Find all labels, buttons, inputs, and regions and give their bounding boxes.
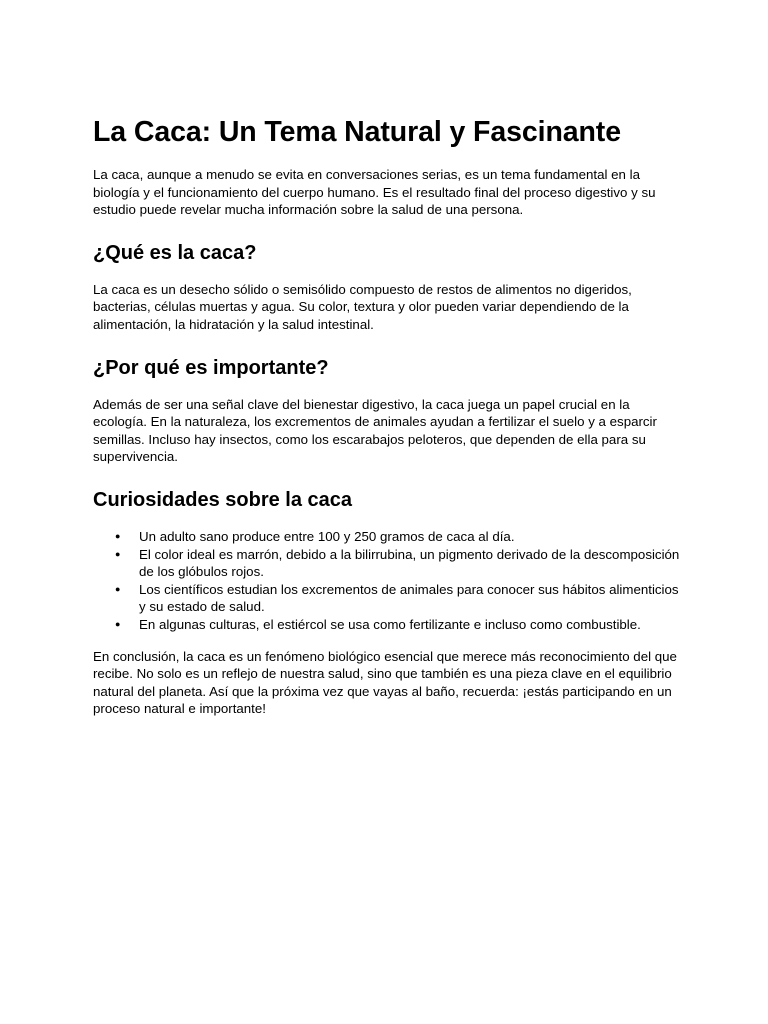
intro-paragraph: La caca, aunque a menudo se evita en conversaciones serias, es un tema fundamental en la biología y el funcionamiento del cuerpo humano. Es el resultado final del proceso digestivo y su estudio puede revelar mucha información sobre la salud de una persona. (93, 167, 656, 218)
curiosities-list (93, 528, 683, 634)
list-item: ● En algunas culturas, el estiércol se usa como fertilizante e incluso como combustible. (93, 616, 683, 634)
section-body-why-important: Además de ser una señal clave del bienestar digestivo, la caca juega un papel crucial en la ecología. En la naturaleza, los excrementos de animales ayudan a fertilizar el suelo y a esparcir semillas. Incluso hay insectos, como los escarabajos peloteros, que dependen de ella para su supervivencia. (93, 396, 657, 465)
list-item: ● Los científicos estudian los excrementos de animales para conocer sus hábitos alimenticios y su estado de salud. (93, 581, 683, 616)
list-item: ● El color ideal es marrón, debido a la bilirrubina, un pigmento derivado de la descomposición de los glóbulos rojos. (93, 546, 683, 581)
section-heading-why-important: ¿Por qué es importante? (93, 356, 329, 379)
document-page (93, 112, 683, 718)
conclusion-paragraph: En conclusión, la caca es un fenómeno biológico esencial que merece más reconocimiento del que recibe. No solo es un reflejo de nuestra salud, sino que también es una pieza clave en el equilibrio natural del planeta. Así que la próxima vez que vayas al baño, recuerda: ¡estás participando en un proceso natural e importante! (93, 648, 677, 717)
section-body-what-is: La caca es un desecho sólido o semisólido compuesto de restos de alimentos no digeridos, bacterias, células muertas y agua. Su color, textura y olor pueden variar dependiendo de la alimentación, la hidratación y la salud intestinal. (93, 281, 632, 332)
section-heading-curiosities: Curiosidades sobre la caca (93, 488, 353, 511)
section-heading-what-is: ¿Qué es la caca? (93, 241, 257, 264)
document-title: La Caca: Un Tema Natural y Fascinante (93, 116, 621, 148)
list-item: ● Un adulto sano produce entre 100 y 250 gramos de caca al día. (93, 528, 683, 546)
